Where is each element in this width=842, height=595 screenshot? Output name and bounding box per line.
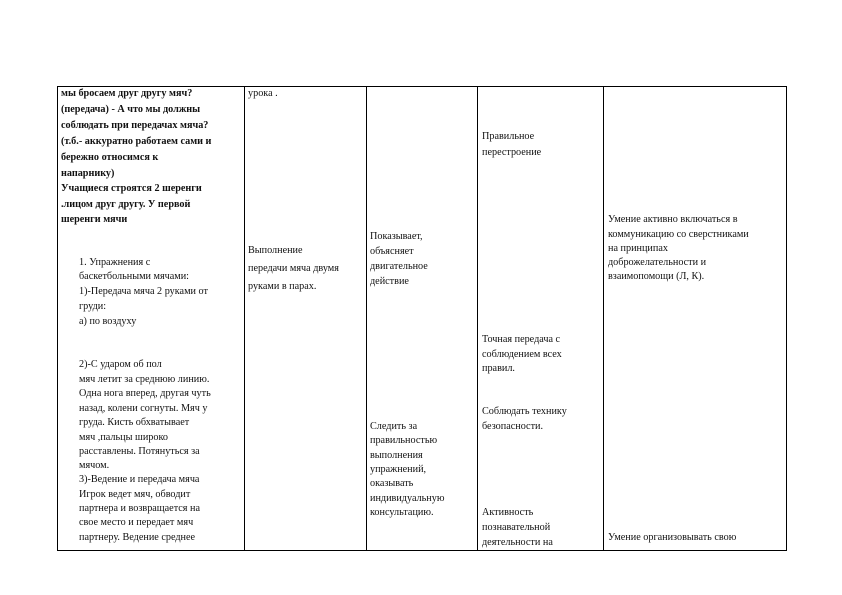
exercise-line: баскетбольными мячами: (79, 271, 190, 282)
exercise-line: груди: (79, 301, 107, 312)
text-line: взаимопомощи (Л, К). (608, 271, 705, 282)
exercise-line: мяч ,пальцы широко (79, 432, 168, 443)
bold-text-line: (т.б.- аккуратно работаем сами и (61, 136, 212, 147)
text-line: Умение активно включаться в (608, 214, 738, 225)
exercise-line: 2)-С ударом об пол (79, 359, 162, 370)
text-line: индивидуальную (370, 493, 445, 504)
text-line: действие (370, 276, 409, 287)
text-line: Показывает, (370, 231, 423, 242)
text-line: руками в парах. (248, 281, 317, 292)
text-line: оказывать (370, 478, 414, 489)
text-line: доброжелательности и (608, 257, 707, 268)
text-line: перестроение (482, 147, 542, 158)
text-line: двигательное (370, 261, 428, 272)
exercise-line: мячом. (79, 460, 110, 471)
text-line: Активность (482, 507, 534, 518)
text-line: упражнений, (370, 464, 427, 475)
text-line: на принципах (608, 243, 668, 254)
text-line: Правильное (482, 131, 535, 142)
bold-text-line: мы бросаем друг другу мяч? (61, 88, 193, 99)
exercise-line: 1)-Передача мяча 2 руками от (79, 286, 208, 297)
text-line: Следить за (370, 421, 418, 432)
bold-text-line: напарнику) (61, 168, 115, 179)
bold-text-line: соблюдать при передачах мяча? (61, 120, 209, 131)
bold-text-line: (передача) - А что мы должны (61, 104, 201, 115)
text-line: Умение организовывать свою (608, 532, 737, 543)
text-line: Точная передача с (482, 334, 561, 345)
text-line: Выполнение (248, 245, 303, 256)
exercise-line: Игрок ведет мяч, обводит (79, 489, 191, 500)
exercise-line: партнера и возвращается на (79, 503, 200, 514)
text-line: Соблюдать технику (482, 406, 567, 417)
bold-text-line: бережно относимся к (61, 152, 159, 163)
text-line: правильностью (370, 435, 438, 446)
exercise-line: 1. Упражнения с (79, 257, 151, 268)
text-line: урока . (248, 88, 278, 99)
text-line: консультацию. (370, 507, 434, 518)
exercise-line: партнеру. Ведение среднее (79, 532, 196, 543)
exercise-line: свое место и передает мяч (79, 517, 194, 528)
exercise-line: груда. Кисть обхватывает (79, 417, 190, 428)
exercise-line: расставлены. Потянуться за (79, 446, 200, 457)
bold-text-line: Учащиеся строятся 2 шеренги (61, 183, 202, 194)
exercise-line: Одна нога вперед, другая чуть (79, 388, 211, 399)
text-line: выполнения (370, 450, 423, 461)
text-line: коммуникацию со сверстниками (608, 229, 749, 240)
exercise-line: мяч летит за среднюю линию. (79, 374, 210, 385)
exercise-line: 3)-Ведение и передача мяча (79, 474, 200, 485)
exercise-line: назад, колени согнуты. Мяч у (79, 403, 208, 414)
bold-text-line: .лицом друг другу. У первой (61, 199, 191, 210)
text-line: деятельности на (482, 537, 553, 548)
text-line: передачи мяча двумя (248, 263, 339, 274)
text-line: безопасности. (482, 421, 544, 432)
text-line: соблюдением всех (482, 349, 562, 360)
text-line: объясняет (370, 246, 414, 257)
text-line: познавательной (482, 522, 551, 533)
bold-text-line: шеренги мячи (61, 214, 128, 225)
text-line: правил. (482, 363, 515, 374)
exercise-line: а) по воздуху (79, 316, 137, 327)
